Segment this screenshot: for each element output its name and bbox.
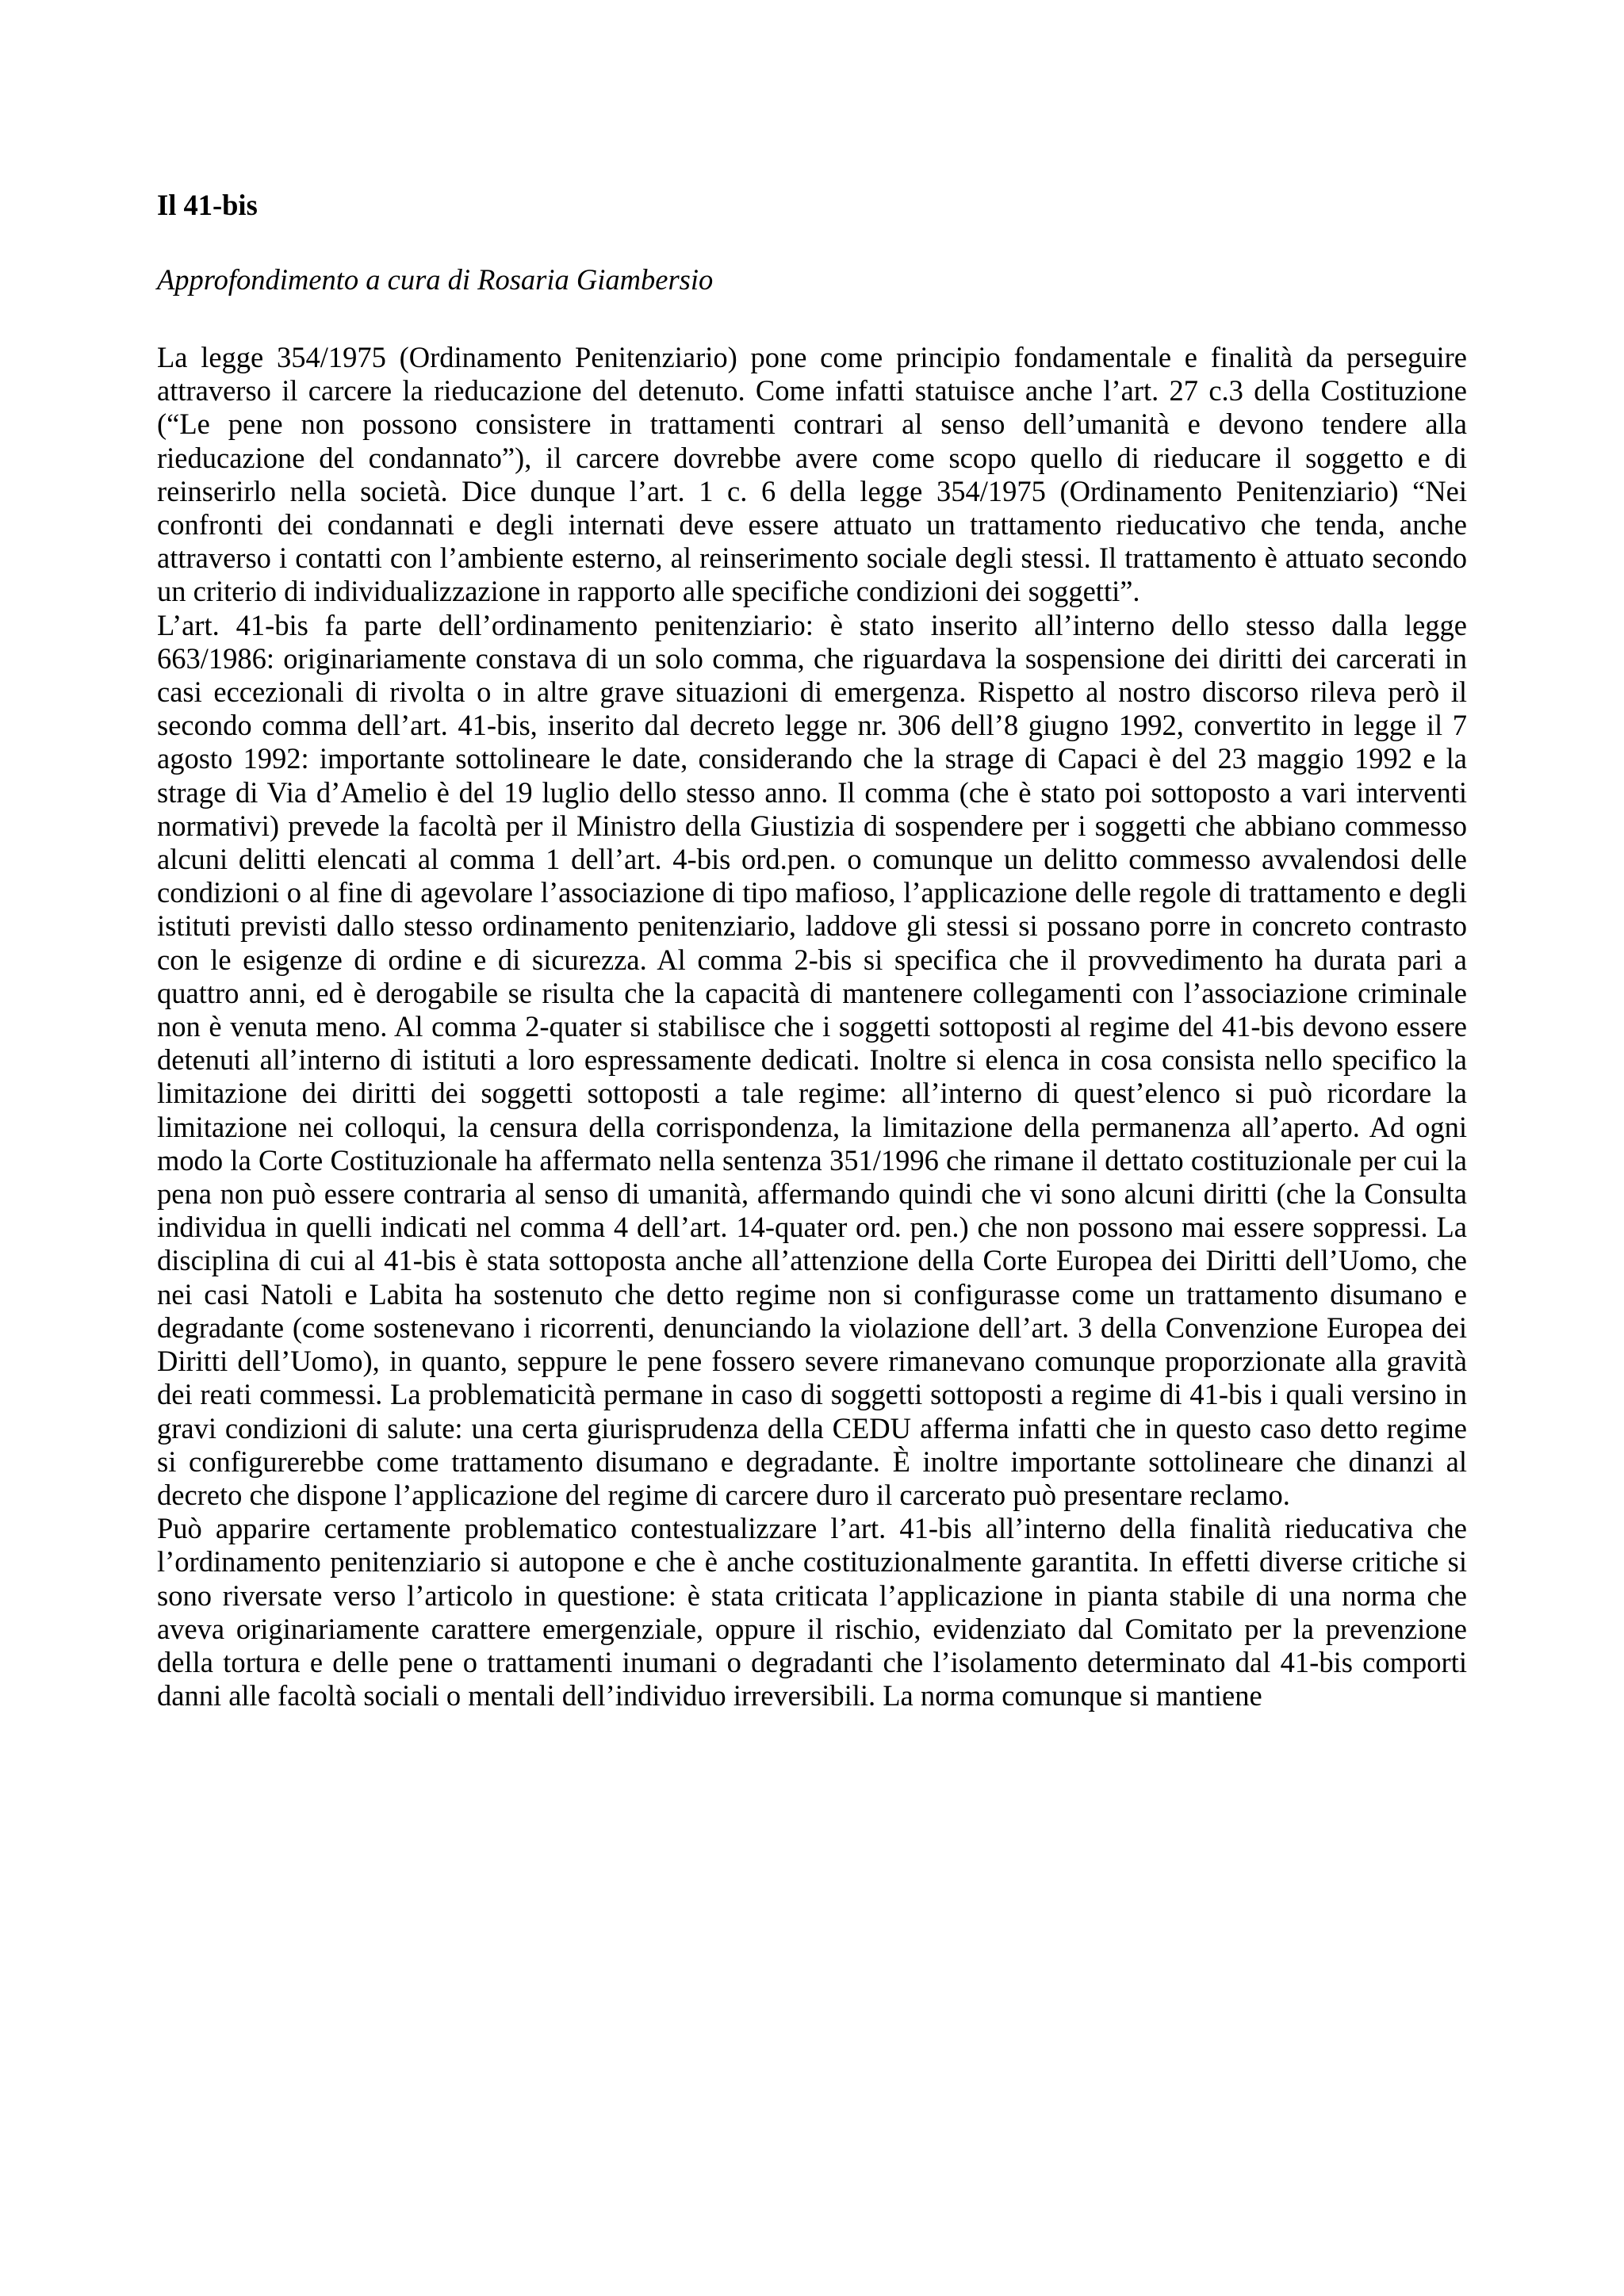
author-line: Approfondimento a cura di Rosaria Giambersio bbox=[157, 263, 714, 296]
page-title: Il 41-bis bbox=[157, 189, 258, 221]
paragraph-2: L’art. 41-bis fa parte dell’ordinamento penitenziario: è stato inserito all’interno dello stesso dalla legge 663/1986: originariamente constava di un solo comma, che riguardava la sospensione dei diritti dei carcerati in casi eccezionali di rivolta o in altre grave situazioni di emergenza. Rispetto al nostro discorso rileva però il secondo comma dell’art. 41-bis, inserito dal decreto legge nr. 306 dell’8 giugno 1992, convertito in legge il 7 agosto 1992: importante sottolineare le date, considerando che la strage di Capaci è del 23 maggio 1992 e la strage di Via d’Amelio è del 19 luglio dello stesso anno. Il comma (che è stato poi sottoposto a vari interventi normativi) prevede la facoltà per il Ministro della Giustizia di sospendere per i soggetti che abbiano commesso alcuni delitti elencati al comma 1 dell’art. 4-bis ord.pen. o comunque un delitto commesso avvalendosi delle condizioni o al fine di agevolare l’associazione di tipo mafioso, l’applicazione delle regole di trattamento e degli istituti previsti dallo stesso ordinamento penitenziario, laddove gli stessi si possano porre in concreto contrasto con le esigenze di ordine e di sicurezza. Al comma 2-bis si specifica che il provvedimento ha durata pari a quattro anni, ed è derogabile se risulta che la capacità di mantenere collegamenti con l’associazione criminale non è venuta meno. Al comma 2-quater si stabilisce che i soggetti sottoposti al regime del 41-bis devono essere detenuti all’interno di istituti a loro espressamente dedicati. Inoltre si elenca in cosa consista nello specifico la limitazione dei diritti dei soggetti sottoposti a tale regime: all’interno di quest’elenco si può ricordare la limitazione nei colloqui, la censura della corrispondenza, la limitazione della permanenza all’aperto. Ad ogni modo la Corte Costituzionale ha affermato nella sentenza 351/1996 che rimane il dettato costituzionale per cui la pena non può essere contraria al senso di umanità, affermando quindi che vi sono alcuni diritti (che la Consulta individua in quelli indicati nel comma 4 dell’art. 14-quater ord. pen.) che non possono mai essere soppressi. La disciplina di cui al 41-bis è stata sottoposta anche all’attenzione della Corte Europea dei Diritti dell’Uomo, che nei casi Natoli e Labita ha sostenuto che detto regime non si configurasse come un trattamento disumano e degradante (come sostenevano i ricorrenti, denunciando la violazione dell’art. 3 della Convenzione Europea dei Diritti dell’Uomo), in quanto, seppure le pene fossero severe rimanevano comunque proporzionate alla gravità dei reati commessi. La problematicità permane in caso di soggetti sottoposti a regime di 41-bis i quali versino in gravi condizioni di salute: una certa giurisprudenza della CEDU afferma infatti che in questo caso detto regime si configurerebbe come trattamento disumano e degradante. È inoltre importante sottolineare che dinanzi al decreto che dispone l’applicazione del regime di carcere duro il carcerato può presentare reclamo. bbox=[157, 608, 1467, 1511]
document-body bbox=[157, 341, 1467, 1712]
paragraph-1: La legge 354/1975 (Ordinamento Penitenziario) pone come principio fondamentale e finalità da perseguire attraverso il carcere la rieducazione del detenuto. Come infatti statuisce anche l’art. 27 c.3 della Costituzione (“Le pene non possono consistere in trattamenti contrari al senso dell’umanità e devono tendere alla rieducazione del condannato”), il carcere dovrebbe avere come scopo quello di rieducare il soggetto e di reinserirlo nella società. Dice dunque l’art. 1 c. 6 della legge 354/1975 (Ordinamento Penitenziario) “Nei confronti dei condannati e degli internati deve essere attuato un trattamento rieducativo che tenda, anche attraverso i contatti con l’ambiente esterno, al reinserimento sociale degli stessi. Il trattamento è attuato secondo un criterio di individualizzazione in rapporto alle specifiche condizioni dei soggetti”. bbox=[157, 341, 1467, 608]
document-page bbox=[157, 189, 1467, 1712]
paragraph-3: Può apparire certamente problematico contestualizzare l’art. 41-bis all’interno della finalità rieducativa che l’ordinamento penitenziario si autopone e che è anche costituzionalmente garantita. In effetti diverse critiche si sono riversate verso l’articolo in questione: è stata criticata l’applicazione in pianta stabile di una norma che aveva originariamente carattere emergenziale, oppure il rischio, evidenziato dal Comitato per la prevenzione della tortura e delle pene o trattamenti inumani o degradanti che l’isolamento determinato dal 41-bis comporti danni alle facoltà sociali o mentali dell’individuo irreversibili. La norma comunque si mantiene bbox=[157, 1512, 1467, 1712]
